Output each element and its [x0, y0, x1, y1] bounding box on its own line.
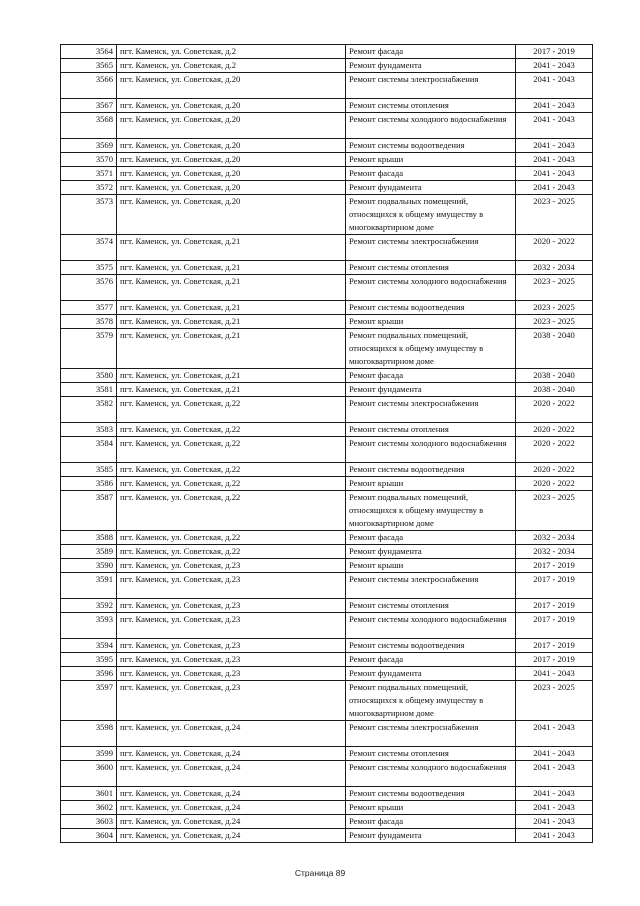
- row-work-type: Ремонт фундамента: [346, 59, 516, 73]
- row-number: 3595: [61, 653, 117, 667]
- row-period: 2017 - 2019: [516, 559, 593, 573]
- table-row: [61, 423, 593, 437]
- row-period: 2017 - 2019: [516, 653, 593, 667]
- row-number: 3598: [61, 721, 117, 747]
- table-row: [61, 545, 593, 559]
- row-number: 3579: [61, 329, 117, 369]
- table-row: [61, 369, 593, 383]
- row-period: 2020 - 2022: [516, 397, 593, 423]
- row-work-type: Ремонт системы водоотведения: [346, 639, 516, 653]
- row-period: 2041 - 2043: [516, 667, 593, 681]
- table-row: [61, 815, 593, 829]
- row-address: пгт. Каменск, ул. Советская, д.20: [117, 167, 346, 181]
- table-row: [61, 721, 593, 747]
- row-address: пгт. Каменск, ул. Советская, д.22: [117, 477, 346, 491]
- row-period: 2038 - 2040: [516, 329, 593, 369]
- table-row: [61, 397, 593, 423]
- row-number: 3592: [61, 599, 117, 613]
- row-address: пгт. Каменск, ул. Советская, д.23: [117, 573, 346, 599]
- row-period: 2017 - 2019: [516, 573, 593, 599]
- row-number: 3594: [61, 639, 117, 653]
- row-period: 2041 - 2043: [516, 181, 593, 195]
- row-period: 2017 - 2019: [516, 45, 593, 59]
- row-address: пгт. Каменск, ул. Советская, д.23: [117, 599, 346, 613]
- row-work-type: Ремонт крыши: [346, 801, 516, 815]
- table-row: [61, 681, 593, 721]
- row-number: 3580: [61, 369, 117, 383]
- row-address: пгт. Каменск, ул. Советская, д.20: [117, 113, 346, 139]
- table-row: [61, 761, 593, 787]
- row-address: пгт. Каменск, ул. Советская, д.2: [117, 59, 346, 73]
- row-period: 2038 - 2040: [516, 383, 593, 397]
- row-address: пгт. Каменск, ул. Советская, д.23: [117, 639, 346, 653]
- row-number: 3568: [61, 113, 117, 139]
- table-row: [61, 275, 593, 301]
- row-work-type: Ремонт фасада: [346, 531, 516, 545]
- row-address: пгт. Каменск, ул. Советская, д.22: [117, 437, 346, 463]
- row-period: 2023 - 2025: [516, 315, 593, 329]
- row-address: пгт. Каменск, ул. Советская, д.24: [117, 801, 346, 815]
- row-period: 2041 - 2043: [516, 59, 593, 73]
- row-address: пгт. Каменск, ул. Советская, д.24: [117, 721, 346, 747]
- row-period: 2020 - 2022: [516, 437, 593, 463]
- row-address: пгт. Каменск, ул. Советская, д.22: [117, 463, 346, 477]
- row-work-type: Ремонт крыши: [346, 477, 516, 491]
- row-address: пгт. Каменск, ул. Советская, д.23: [117, 653, 346, 667]
- row-period: 2020 - 2022: [516, 477, 593, 491]
- row-number: 3604: [61, 829, 117, 843]
- table-row: [61, 195, 593, 235]
- page-number: Страница 89: [294, 868, 346, 878]
- row-period: 2032 - 2034: [516, 545, 593, 559]
- row-work-type: Ремонт системы отопления: [346, 747, 516, 761]
- row-work-type: Ремонт системы отопления: [346, 261, 516, 275]
- row-work-type: Ремонт системы электроснабжения: [346, 235, 516, 261]
- table-row: [61, 235, 593, 261]
- row-number: 3590: [61, 559, 117, 573]
- row-number: 3593: [61, 613, 117, 639]
- table-row: [61, 613, 593, 639]
- row-number: 3581: [61, 383, 117, 397]
- row-period: 2041 - 2043: [516, 153, 593, 167]
- row-address: пгт. Каменск, ул. Советская, д.22: [117, 545, 346, 559]
- row-number: 3572: [61, 181, 117, 195]
- row-number: 3566: [61, 73, 117, 99]
- row-number: 3591: [61, 573, 117, 599]
- table-row: [61, 531, 593, 545]
- row-address: пгт. Каменск, ул. Советская, д.23: [117, 667, 346, 681]
- row-period: 2023 - 2025: [516, 275, 593, 301]
- row-number: 3588: [61, 531, 117, 545]
- row-address: пгт. Каменск, ул. Советская, д.23: [117, 559, 346, 573]
- row-work-type: Ремонт системы отопления: [346, 423, 516, 437]
- table-row: [61, 73, 593, 99]
- row-number: 3596: [61, 667, 117, 681]
- row-work-type: Ремонт крыши: [346, 559, 516, 573]
- row-period: 2041 - 2043: [516, 139, 593, 153]
- row-period: 2041 - 2043: [516, 787, 593, 801]
- row-period: 2041 - 2043: [516, 113, 593, 139]
- row-number: 3597: [61, 681, 117, 721]
- table-row: [61, 801, 593, 815]
- row-period: 2023 - 2025: [516, 491, 593, 531]
- table-row: [61, 491, 593, 531]
- table-row: [61, 153, 593, 167]
- row-work-type: Ремонт фасада: [346, 815, 516, 829]
- row-address: пгт. Каменск, ул. Советская, д.21: [117, 261, 346, 275]
- row-number: 3582: [61, 397, 117, 423]
- row-period: 2023 - 2025: [516, 301, 593, 315]
- row-period: 2041 - 2043: [516, 829, 593, 843]
- row-address: пгт. Каменск, ул. Советская, д.21: [117, 315, 346, 329]
- row-period: 2017 - 2019: [516, 639, 593, 653]
- row-number: 3569: [61, 139, 117, 153]
- row-address: пгт. Каменск, ул. Советская, д.22: [117, 491, 346, 531]
- row-work-type: Ремонт фасада: [346, 167, 516, 181]
- row-work-type: Ремонт системы холодного водоснабжения: [346, 113, 516, 139]
- row-period: 2032 - 2034: [516, 531, 593, 545]
- row-address: пгт. Каменск, ул. Советская, д.24: [117, 787, 346, 801]
- row-address: пгт. Каменск, ул. Советская, д.20: [117, 139, 346, 153]
- row-address: пгт. Каменск, ул. Советская, д.21: [117, 383, 346, 397]
- row-address: пгт. Каменск, ул. Советская, д.2: [117, 45, 346, 59]
- repair-schedule-table: [60, 44, 593, 843]
- table-row: [61, 301, 593, 315]
- table-row: [61, 747, 593, 761]
- row-address: пгт. Каменск, ул. Советская, д.21: [117, 275, 346, 301]
- row-period: 2023 - 2025: [516, 195, 593, 235]
- row-work-type: Ремонт фундамента: [346, 667, 516, 681]
- row-work-type: Ремонт системы холодного водоснабжения: [346, 613, 516, 639]
- row-address: пгт. Каменск, ул. Советская, д.22: [117, 531, 346, 545]
- row-work-type: Ремонт фундамента: [346, 545, 516, 559]
- table-row: [61, 181, 593, 195]
- table-row: [61, 167, 593, 181]
- table-row: [61, 261, 593, 275]
- row-address: пгт. Каменск, ул. Советская, д.21: [117, 369, 346, 383]
- row-period: 2041 - 2043: [516, 99, 593, 113]
- row-address: пгт. Каменск, ул. Советская, д.24: [117, 815, 346, 829]
- table-row: [61, 829, 593, 843]
- row-number: 3576: [61, 275, 117, 301]
- table-row: [61, 437, 593, 463]
- row-work-type: Ремонт системы электроснабжения: [346, 573, 516, 599]
- table-row: [61, 383, 593, 397]
- row-number: 3584: [61, 437, 117, 463]
- row-number: 3565: [61, 59, 117, 73]
- row-period: 2017 - 2019: [516, 613, 593, 639]
- row-work-type: Ремонт фундамента: [346, 829, 516, 843]
- row-period: 2041 - 2043: [516, 721, 593, 747]
- row-work-type: Ремонт фундамента: [346, 181, 516, 195]
- table-row: [61, 329, 593, 369]
- row-work-type: Ремонт системы электроснабжения: [346, 73, 516, 99]
- table-row: [61, 477, 593, 491]
- table-row: [61, 315, 593, 329]
- row-number: 3573: [61, 195, 117, 235]
- row-period: 2041 - 2043: [516, 761, 593, 787]
- row-address: пгт. Каменск, ул. Советская, д.24: [117, 747, 346, 761]
- row-work-type: Ремонт системы холодного водоснабжения: [346, 761, 516, 787]
- row-address: пгт. Каменск, ул. Советская, д.21: [117, 329, 346, 369]
- row-period: 2017 - 2019: [516, 599, 593, 613]
- table-row: [61, 787, 593, 801]
- row-number: 3587: [61, 491, 117, 531]
- row-work-type: Ремонт системы водоотведения: [346, 301, 516, 315]
- row-period: 2041 - 2043: [516, 801, 593, 815]
- table-row: [61, 59, 593, 73]
- row-work-type: Ремонт крыши: [346, 153, 516, 167]
- row-address: пгт. Каменск, ул. Советская, д.22: [117, 423, 346, 437]
- row-work-type: Ремонт фасада: [346, 45, 516, 59]
- row-number: 3601: [61, 787, 117, 801]
- row-work-type: Ремонт подвальных помещений, относящихся к общему имуществу в многоквартирном доме: [346, 329, 516, 369]
- row-address: пгт. Каменск, ул. Советская, д.20: [117, 181, 346, 195]
- row-work-type: Ремонт системы отопления: [346, 99, 516, 113]
- row-period: 2041 - 2043: [516, 815, 593, 829]
- row-work-type: Ремонт системы холодного водоснабжения: [346, 275, 516, 301]
- table-row: [61, 653, 593, 667]
- row-work-type: Ремонт крыши: [346, 315, 516, 329]
- row-work-type: Ремонт фасада: [346, 653, 516, 667]
- table-row: [61, 99, 593, 113]
- row-address: пгт. Каменск, ул. Советская, д.20: [117, 195, 346, 235]
- row-number: 3570: [61, 153, 117, 167]
- row-address: пгт. Каменск, ул. Советская, д.23: [117, 613, 346, 639]
- row-number: 3571: [61, 167, 117, 181]
- row-work-type: Ремонт системы электроснабжения: [346, 397, 516, 423]
- row-number: 3600: [61, 761, 117, 787]
- row-period: 2041 - 2043: [516, 747, 593, 761]
- table-row: [61, 599, 593, 613]
- table-body: [61, 45, 593, 843]
- row-address: пгт. Каменск, ул. Советская, д.24: [117, 761, 346, 787]
- row-work-type: Ремонт системы водоотведения: [346, 139, 516, 153]
- row-address: пгт. Каменск, ул. Советская, д.20: [117, 99, 346, 113]
- row-number: 3602: [61, 801, 117, 815]
- table-row: [61, 667, 593, 681]
- table-row: [61, 639, 593, 653]
- row-number: 3599: [61, 747, 117, 761]
- row-number: 3574: [61, 235, 117, 261]
- row-work-type: Ремонт системы холодного водоснабжения: [346, 437, 516, 463]
- row-period: 2041 - 2043: [516, 167, 593, 181]
- table-row: [61, 463, 593, 477]
- row-number: 3589: [61, 545, 117, 559]
- row-period: 2038 - 2040: [516, 369, 593, 383]
- table-row: [61, 559, 593, 573]
- row-number: 3585: [61, 463, 117, 477]
- row-work-type: Ремонт фасада: [346, 369, 516, 383]
- table-row: [61, 573, 593, 599]
- row-address: пгт. Каменск, ул. Советская, д.22: [117, 397, 346, 423]
- row-work-type: Ремонт системы отопления: [346, 599, 516, 613]
- row-period: 2020 - 2022: [516, 423, 593, 437]
- row-address: пгт. Каменск, ул. Советская, д.21: [117, 301, 346, 315]
- row-period: 2041 - 2043: [516, 73, 593, 99]
- row-period: 2032 - 2034: [516, 261, 593, 275]
- table-row: [61, 45, 593, 59]
- row-work-type: Ремонт системы водоотведения: [346, 787, 516, 801]
- row-address: пгт. Каменск, ул. Советская, д.20: [117, 153, 346, 167]
- row-address: пгт. Каменск, ул. Советская, д.21: [117, 235, 346, 261]
- row-number: 3564: [61, 45, 117, 59]
- row-address: пгт. Каменск, ул. Советская, д.20: [117, 73, 346, 99]
- row-number: 3577: [61, 301, 117, 315]
- row-work-type: Ремонт системы электроснабжения: [346, 721, 516, 747]
- table-row: [61, 139, 593, 153]
- row-number: 3567: [61, 99, 117, 113]
- row-number: 3583: [61, 423, 117, 437]
- row-work-type: Ремонт подвальных помещений, относящихся к общему имуществу в многоквартирном доме: [346, 491, 516, 531]
- row-number: 3603: [61, 815, 117, 829]
- row-address: пгт. Каменск, ул. Советская, д.24: [117, 829, 346, 843]
- row-work-type: Ремонт фундамента: [346, 383, 516, 397]
- row-number: 3586: [61, 477, 117, 491]
- row-number: 3575: [61, 261, 117, 275]
- row-work-type: Ремонт системы водоотведения: [346, 463, 516, 477]
- row-address: пгт. Каменск, ул. Советская, д.23: [117, 681, 346, 721]
- row-period: 2020 - 2022: [516, 235, 593, 261]
- row-number: 3578: [61, 315, 117, 329]
- row-work-type: Ремонт подвальных помещений, относящихся к общему имуществу в многоквартирном доме: [346, 195, 516, 235]
- row-period: 2023 - 2025: [516, 681, 593, 721]
- table-row: [61, 113, 593, 139]
- row-period: 2020 - 2022: [516, 463, 593, 477]
- row-work-type: Ремонт подвальных помещений, относящихся к общему имуществу в многоквартирном доме: [346, 681, 516, 721]
